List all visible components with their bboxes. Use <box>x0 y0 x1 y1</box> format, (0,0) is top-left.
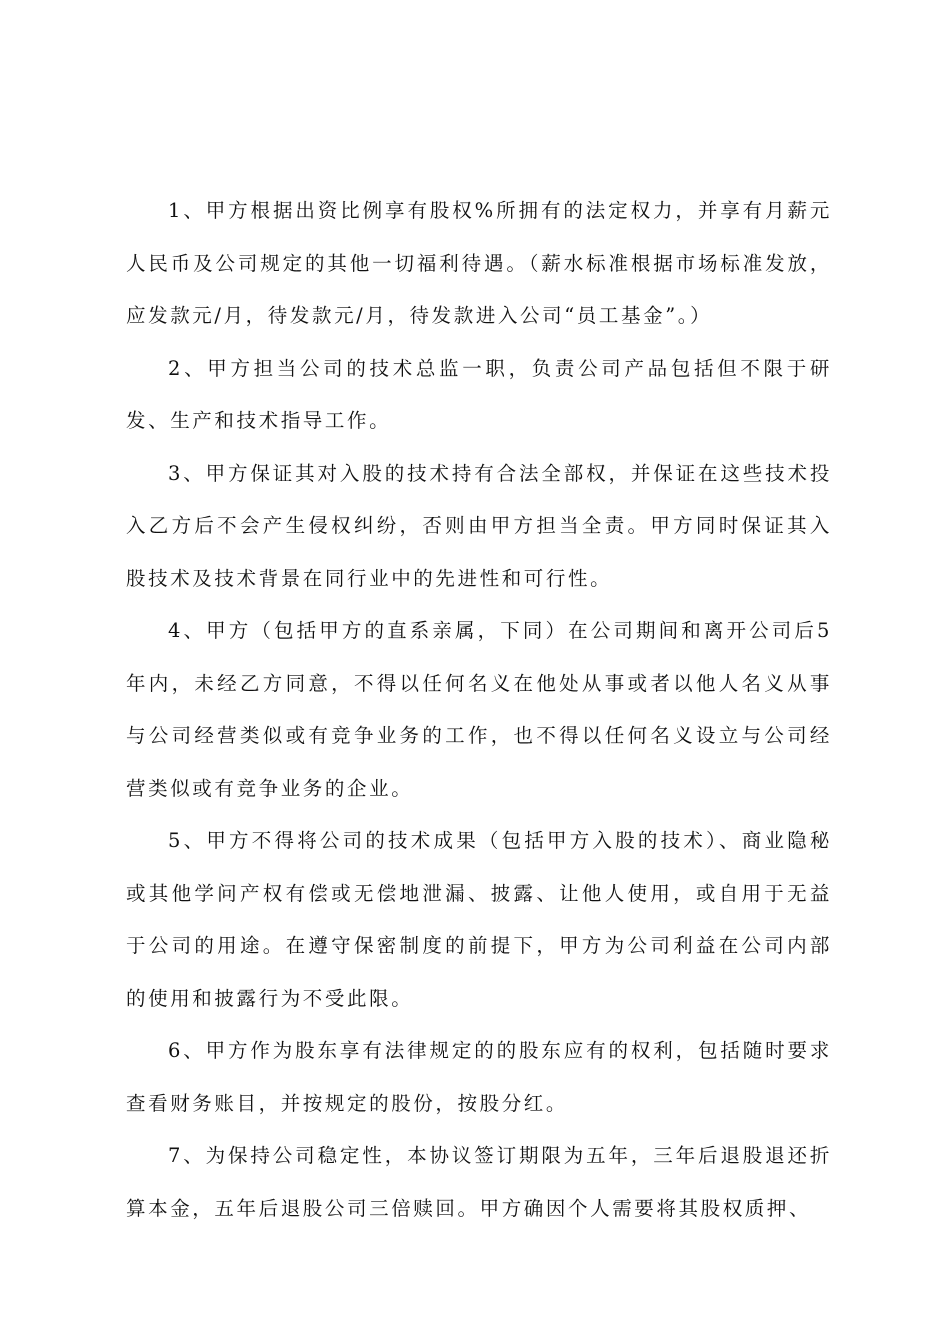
clause-2: 2、甲方担当公司的技术总监一职，负责公司产品包括但不限于研发、生产和技术指导工作。 <box>126 356 832 432</box>
clause-7: 7、为保持公司稳定性，本协议签订期限为五年，三年后退股退还折算本金，五年后退股公司三倍赎回。甲方确因个人需要将其股权质押、 <box>126 1144 832 1220</box>
clause-5: 5、甲方不得将公司的技术成果（包括甲方入股的技术）、商业隐秘或其他学问产权有偿或无偿地泄漏、披露、让他人使用，或自用于无益于公司的用途。在遵守保密制度的前提下，甲方为公司利益在公司内部的使用和披露行为不受此限。 <box>126 829 832 1010</box>
clause-6: 6、甲方作为股东享有法律规定的的股东应有的权利，包括随时要求查看财务账目，并按规定的股份，按股分红。 <box>126 1039 832 1115</box>
clause-4: 4、甲方（包括甲方的直系亲属，下同）在公司期间和离开公司后5年内，未经乙方同意，不得以任何名义在他处从事或者以他人名义从事与公司经营类似或有竞争业务的工作，也不得以任何名义设立与公司经营类似或有竞争业务的企业。 <box>126 619 832 800</box>
clause-1: 1、甲方根据出资比例享有股权%所拥有的法定权力，并享有月薪元人民币及公司规定的其他一切福利待遇。（薪水标准根据市场标准发放，应发款元/月，待发款元/月，待发款进入公司“员工基金”。） <box>126 199 832 327</box>
document-body <box>126 185 832 1235</box>
clause-3: 3、甲方保证其对入股的技术持有合法全部权，并保证在这些技术投入乙方后不会产生侵权纠纷，否则由甲方担当全责。甲方同时保证其入股技术及技术背景在同行业中的先进性和可行性。 <box>126 461 832 590</box>
